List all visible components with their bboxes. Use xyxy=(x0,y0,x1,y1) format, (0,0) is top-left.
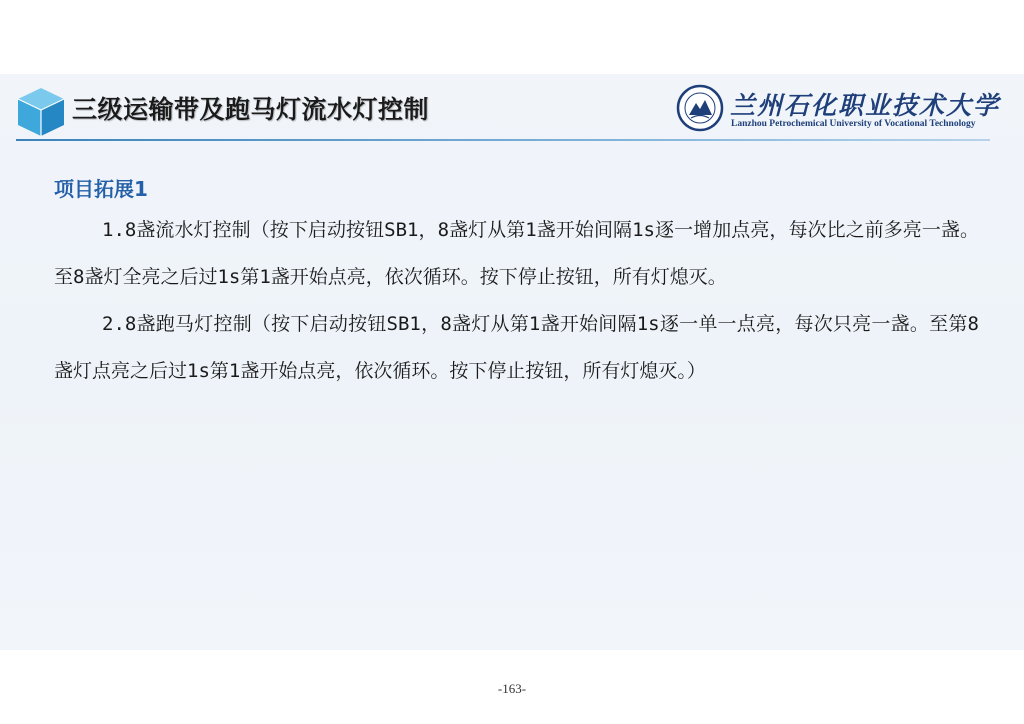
university-name-en: Lanzhou Petrochemical University of Vocational Technology xyxy=(731,119,976,129)
body-text xyxy=(54,207,979,395)
university-emblem-icon xyxy=(676,84,724,132)
page-number: -163- xyxy=(497,681,527,696)
slide-title: 三级运输带及跑马灯流水灯控制 xyxy=(72,95,430,124)
paragraph-running-water-light: 1.8盏流水灯控制（按下启动按钮SB1，8盏灯从第1盏开始间隔1s逐一增加点亮，每次比之前多亮一盏。至8盏灯全亮之后过1s第1盏开始点亮，依次循环。按下停止按钮，所有灯熄灭。 xyxy=(54,219,979,288)
university-name-cn: 兰州石化职业技术大学 xyxy=(730,91,1001,120)
title-divider xyxy=(16,139,990,141)
cube-icon xyxy=(16,86,66,138)
section-heading: 项目拓展1 xyxy=(54,177,148,201)
paragraph-marquee-light: 2.8盏跑马灯控制（按下启动按钮SB1，8盏灯从第1盏开始间隔1s逐一单一点亮，每次只亮一盏。至第8盏灯点亮之后过1s第1盏开始点亮，依次循环。按下停止按钮，所有灯熄灭。） xyxy=(54,313,979,382)
